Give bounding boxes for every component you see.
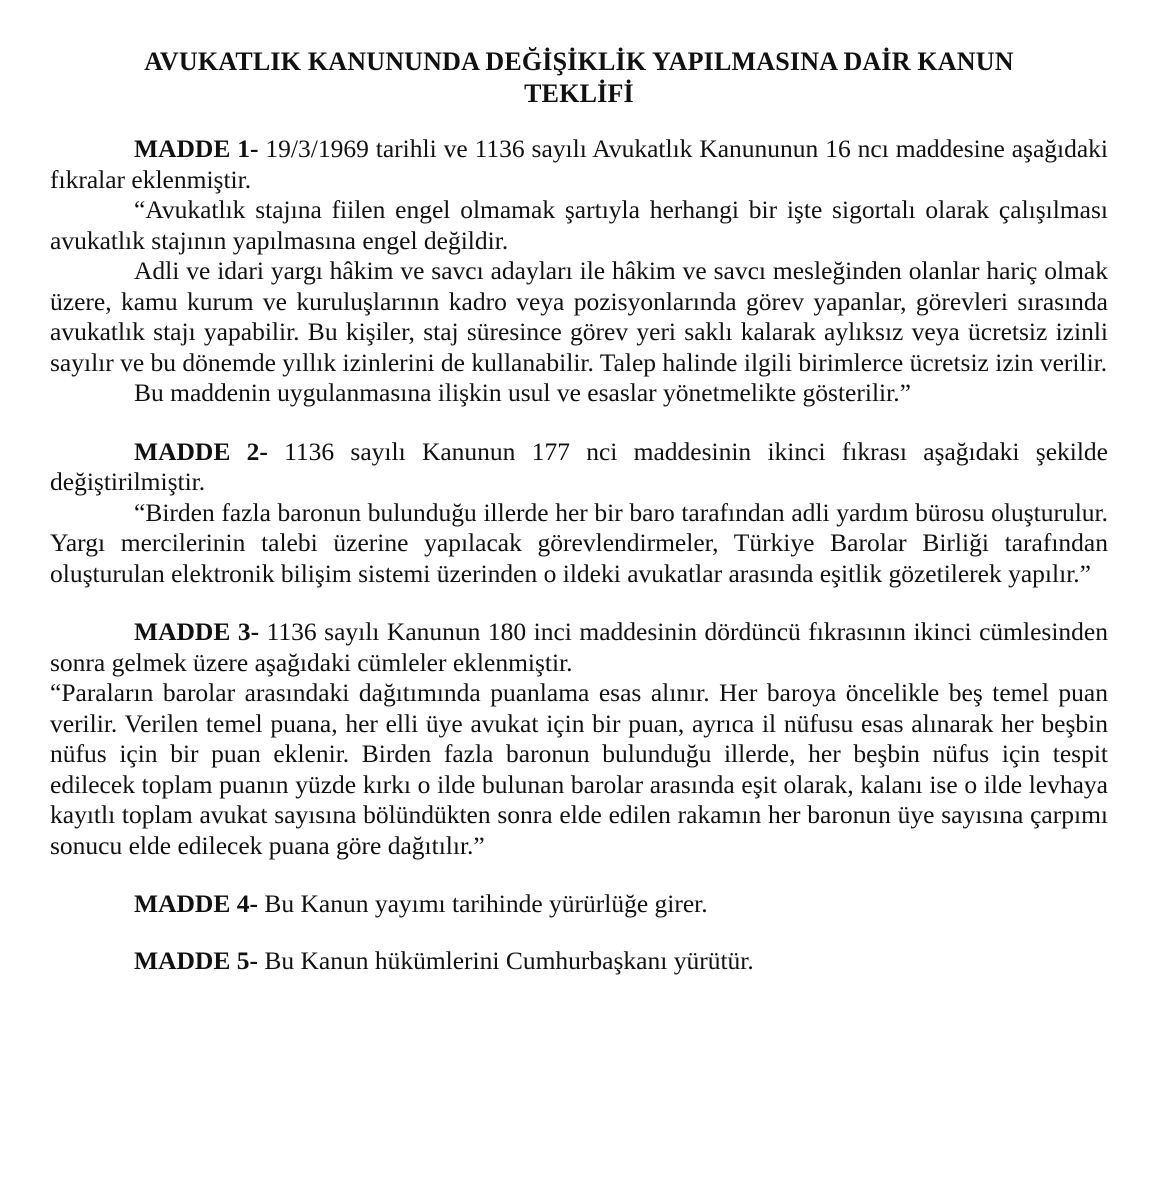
title-line-1: AVUKATLIK KANUNUNDA DEĞİŞİKLİK YAPILMASINA DAİR KANUN	[144, 47, 1014, 76]
article-2-lead	[50, 437, 1108, 498]
article-1-paragraph-2: Adli ve idari yargı hâkim ve savcı adayları ile hâkim ve savcı mesleğinden olanlar hariç olmak üzere, kamu kurum ve kuruluşlarının kadro veya pozisyonlarında görev yapanlar, görevleri sırasında avukatlık stajı yapabilir. Bu kişiler, staj süresince görev yeri saklı kalarak aylıksız veya ücretsiz izinli sayılır ve bu dönemde yıllık izinlerini de kullanabilir. Talep halinde ilgili birimlerce ücretsiz izin verilir.	[50, 256, 1108, 377]
document-title	[50, 46, 1108, 110]
article-1-paragraph-3: Bu maddenin uygulanmasına ilişkin usul ve esaslar yönetmelikte gösterilir.”	[134, 378, 911, 407]
article-1	[50, 134, 1108, 409]
article-3-lead	[50, 617, 1108, 678]
article-2-lead-text: 1136 sayılı Kanunun 177 nci maddesinin ikinci fıkrası aşağıdaki şekilde değiştirilmiştir.	[50, 436, 1108, 496]
article-3-paragraph-1: “Paraların barolar arasındaki dağıtımında puanlama esas alınır. Her baroya öncelikle beş temel puan verilir. Verilen temel puana, her elli üye avukat için bir puan, ayrıca il nüfusu esas alınarak her beşbin nüfus için bir puan eklenir. Birden fazla baronun bulunduğu illerde, her beşbin nüfus için tespit edilecek toplam puanın yüzde kırkı o ilde bulunan barolar arasında eşit olarak, kalanı ise o ilde levhaya kayıtlı toplam avukat sayısına bölündükten sonra elde edilen rakamın her baronun üye sayısına çarpımı sonucu elde edilecek puana göre dağıtılır.”	[50, 678, 1108, 860]
article-3	[50, 617, 1108, 861]
article-1-lead	[50, 134, 1108, 195]
article-2-label: MADDE 2-	[134, 436, 268, 466]
article-1-lead-text: 19/3/1969 tarihli ve 1136 sayılı Avukatlık Kanununun 16 ncı maddesine aşağıdaki fıkralar eklenmiştir.	[50, 134, 1108, 194]
article-5-lead	[50, 946, 1108, 977]
article-4-label: MADDE 4-	[134, 889, 258, 918]
article-4-lead	[50, 889, 1108, 920]
title-line-2: TEKLİFİ	[524, 79, 634, 108]
article-2-paragraph-1: “Birden fazla baronun bulunduğu illerde her bir baro tarafından adli yardım bürosu oluşturulur. Yargı mercilerinin talebi üzerine yapılacak görevlendirmeler, Türkiye Barolar Birliği tarafından oluşturulan elektronik bilişim sistemi üzerinden o ildeki avukatlar arasında eşitlik gözetilerek yapılır.”	[50, 497, 1108, 588]
article-1-label: MADDE 1-	[134, 134, 259, 163]
article-3-label: MADDE 3-	[134, 617, 260, 646]
article-5-lead-text: Bu Kanun hükümlerini Cumhurbaşkanı yürütür.	[257, 945, 754, 975]
article-5	[50, 946, 1108, 977]
article-4-lead-text: Bu Kanun yayımı tarihinde yürürlüğe girer.	[257, 889, 708, 918]
article-4	[50, 889, 1108, 920]
article-5-label: MADDE 5-	[134, 945, 258, 975]
article-3-lead-text: 1136 sayılı Kanunun 180 inci maddesinin dördüncü fıkrasının ikinci cümlesinden sonra gelmek üzere aşağıdaki cümleler eklenmiştir.	[50, 617, 1108, 677]
article-1-paragraph-1: “Avukatlık stajına fiilen engel olmamak şartıyla herhangi bir işte sigortalı olarak çalışılması avukatlık stajının yapılmasına engel değildir.	[50, 195, 1108, 255]
article-2	[50, 437, 1108, 590]
